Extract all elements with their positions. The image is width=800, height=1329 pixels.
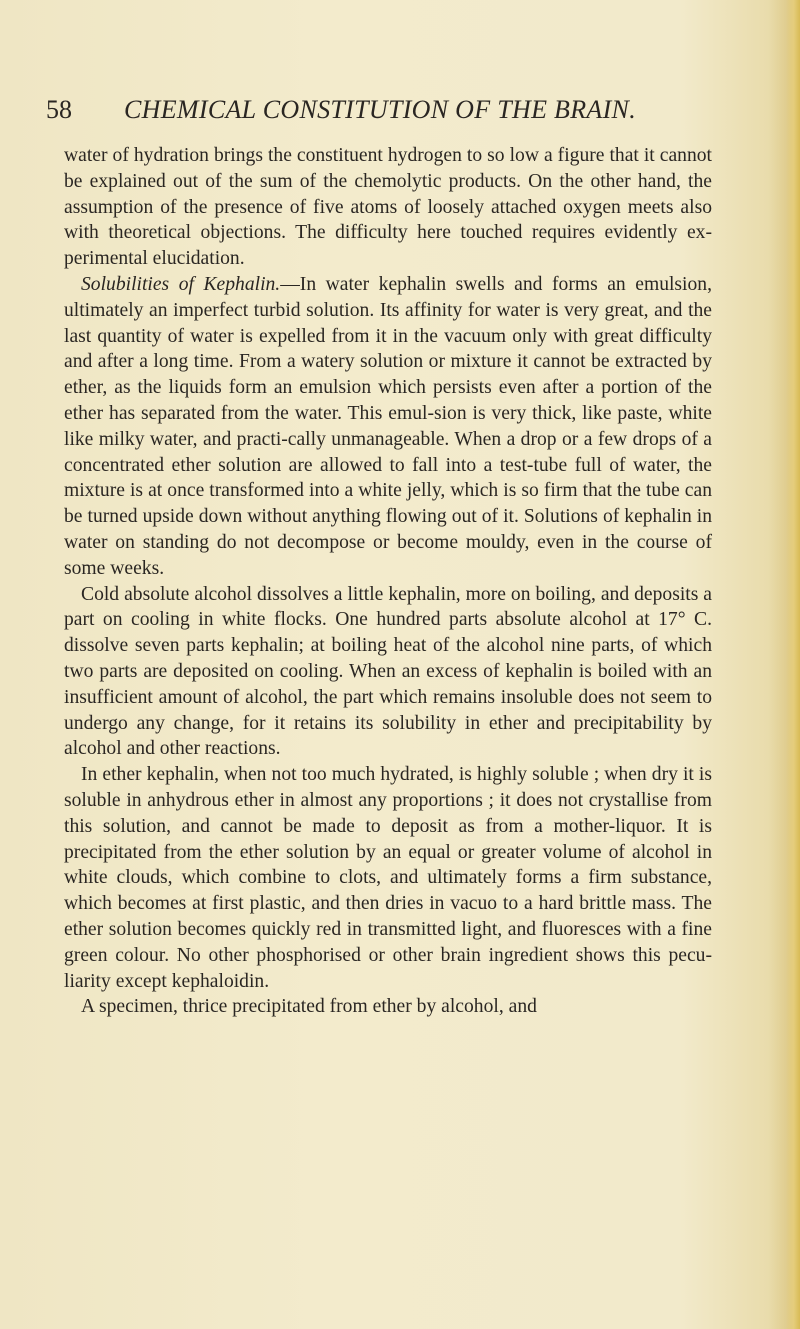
paragraph-4 [64,762,712,994]
paragraph-2-text: —In water kephalin swells and forms an emulsion, ultimately an imperfect turbid solution. Its affinity for water is very great, and the last quantity of water is expelled from it in the vacuum only with great difficulty and after a long time. From a watery solution or mixture it cannot be extracted by ether, as the liquids form an emulsion which persists even after a portion of the ether has separated from the water. This emul-sion is very thick, like paste, white like milky water, and practi-cally unmanageable. When a drop or a few drops of a concentrated ether solution are allowed to fall into a test-tube full of water, the mixture is at once transformed into a white jelly, which is so firm that the tube can be turned upside down without anything flowing out of it. Solutions of kephalin in water on standing do not decompose or become mouldy, even in the course of some weeks. [64,273,712,579]
paragraph-1-text: water of hydration brings the constituent hydrogen to so low a figure that it cannot be explained out of the sum of the chemolytic products. On the other hand, the assumption of the presence of five atoms of loosely attached oxygen meets also with theoretical objections. The difficulty here touched requires evidently ex-perimental elucidation. [64,145,712,270]
paragraph-4-text: In ether kephalin, when not too much hydrated, is highly soluble ; when dry it is soluble in anhydrous ether in almost any proportions ; it does not crystallise from this solution, and cannot be made to deposit as from a mother-liquor. It is precipitated from the ether solution by an equal or greater volume of alcohol in white clouds, which combine to clots, and ultimately forms a firm substance, which becomes at first plastic, and then dries in vacuo to a hard brittle mass. The ether solution becomes quickly red in transmitted light, and fluoresces with a fine green colour. No other phosphorised or other brain ingredient shows this pecu-liarity except kephaloidin. [64,764,712,992]
running-title: CHEMICAL CONSTITUTION OF THE BRAIN. [124,95,637,124]
section-heading-solubilities: Solubilities of Kephalin. [81,273,281,295]
paragraph-3 [64,582,712,763]
paragraph-5-text: A specimen, thrice precipitated from ether by alcohol, and [81,996,537,1018]
running-header [46,90,746,130]
paragraph-1 [64,143,712,272]
paragraph-2 [64,272,712,582]
page-edge-shadow [786,0,800,1329]
paragraph-3-text: Cold absolute alcohol dissolves a little kephalin, more on boiling, and deposits a part on cooling in white flocks. One hundred parts absolute alcohol at 17° C. dissolve seven parts kephalin; at boiling heat of the alcohol nine parts, of which two parts are deposited on cooling. When an excess of kephalin is boiled with an insufficient amount of alcohol, the part which remains insoluble does not seem to undergo any change, for it retains its solubility in ether and precipitability by alcohol and other reactions. [64,583,712,760]
body-text [64,143,712,1020]
page-number: 58 [46,95,72,124]
paragraph-5 [64,994,712,1020]
